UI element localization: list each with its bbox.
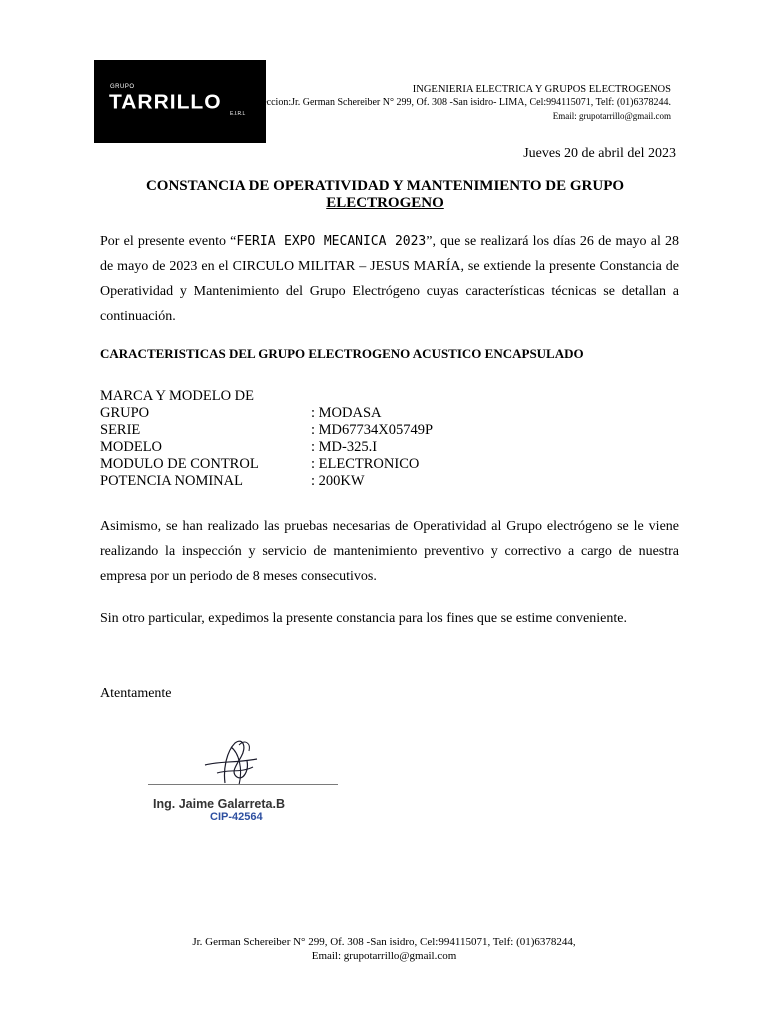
paragraph-intro xyxy=(100,229,679,329)
page-footer xyxy=(0,935,768,963)
logo-suffix-text: E.I.R.L xyxy=(230,111,246,117)
spec-label: SERIE xyxy=(100,422,141,438)
logo-small-text: GRUPO xyxy=(110,84,135,90)
spec-label: MODELO xyxy=(100,439,163,455)
paragraph-closing: Sin otro particular, expedimos la presente constancia para los fines que se estime conveniente. xyxy=(100,611,627,626)
title-line-2: ELECTROGENO xyxy=(326,195,444,211)
company-logo xyxy=(94,60,266,143)
spec-label: GRUPO xyxy=(100,405,150,421)
spec-label: MARCA Y MODELO DE xyxy=(100,388,254,404)
title-line-1: CONSTANCIA DE OPERATIVIDAD Y MANTENIMIENTO DE GRUPO xyxy=(145,178,625,194)
paragraph-maintenance: Asimismo, se han realizado las pruebas necesarias de Operatividad al Grupo electrógeno se le viene realizando la inspección y servicio de mantenimiento preventivo y correctivo a cargo de nuestra empresa por un periodo de 8 meses consecutivos. xyxy=(100,519,679,584)
footer-email: Email: grupotarrillo@gmail.com xyxy=(311,950,457,962)
spec-value: : 200KW xyxy=(311,473,365,489)
spec-value: : MD-325.I xyxy=(311,439,378,455)
signer-cip: CIP-42564 xyxy=(210,811,263,823)
intro-before: Por el presente evento “ xyxy=(100,234,237,249)
document-title xyxy=(90,178,680,212)
event-name: FERIA EXPO MECANICA 2023 xyxy=(236,234,427,249)
signature-line xyxy=(148,784,338,785)
header-address: Direccion:Jr. German Schereiber N° 299, Of. 308 -San isidro- LIMA, Cel:994115071, Telf: (01)6378244. xyxy=(248,97,671,108)
signer-name: Ing. Jaime Galarreta.B xyxy=(153,797,286,811)
header-email: Email: grupotarrillo@gmail.com xyxy=(552,111,671,121)
logo-brand-text: TARRILLO xyxy=(109,91,222,114)
spec-value: : MD67734X05749P xyxy=(311,422,434,438)
spec-value: : MODASA xyxy=(311,405,382,421)
spec-label: POTENCIA NOMINAL xyxy=(100,473,243,489)
specs-subheading: CARACTERISTICAS DEL GRUPO ELECTROGENO ACUSTICO ENCAPSULADO xyxy=(100,346,584,361)
header-line-1: INGENIERIA ELECTRICA Y GRUPOS ELECTROGENOS xyxy=(412,84,671,95)
spec-value: : ELECTRONICO xyxy=(311,456,420,472)
footer-address: Jr. German Schereiber N° 299, Of. 308 -San isidro, Cel:994115071, Telf: (01)6378244, xyxy=(192,936,576,948)
closing-salutation: Atentamente xyxy=(100,686,172,701)
spec-label: MODULO DE CONTROL xyxy=(100,456,259,472)
intro-after: ”, que se realizará los días 26 de mayo al 28 de mayo de 2023 en el CIRCULO MILITAR – JESUS MARÍA, se extiende la presente Constancia de Operatividad y Mantenimiento del Grupo Electrógeno cuyas características técnicas se detallan a continuación. xyxy=(100,234,679,324)
document-date: Jueves 20 de abril del 2023 xyxy=(523,146,676,161)
